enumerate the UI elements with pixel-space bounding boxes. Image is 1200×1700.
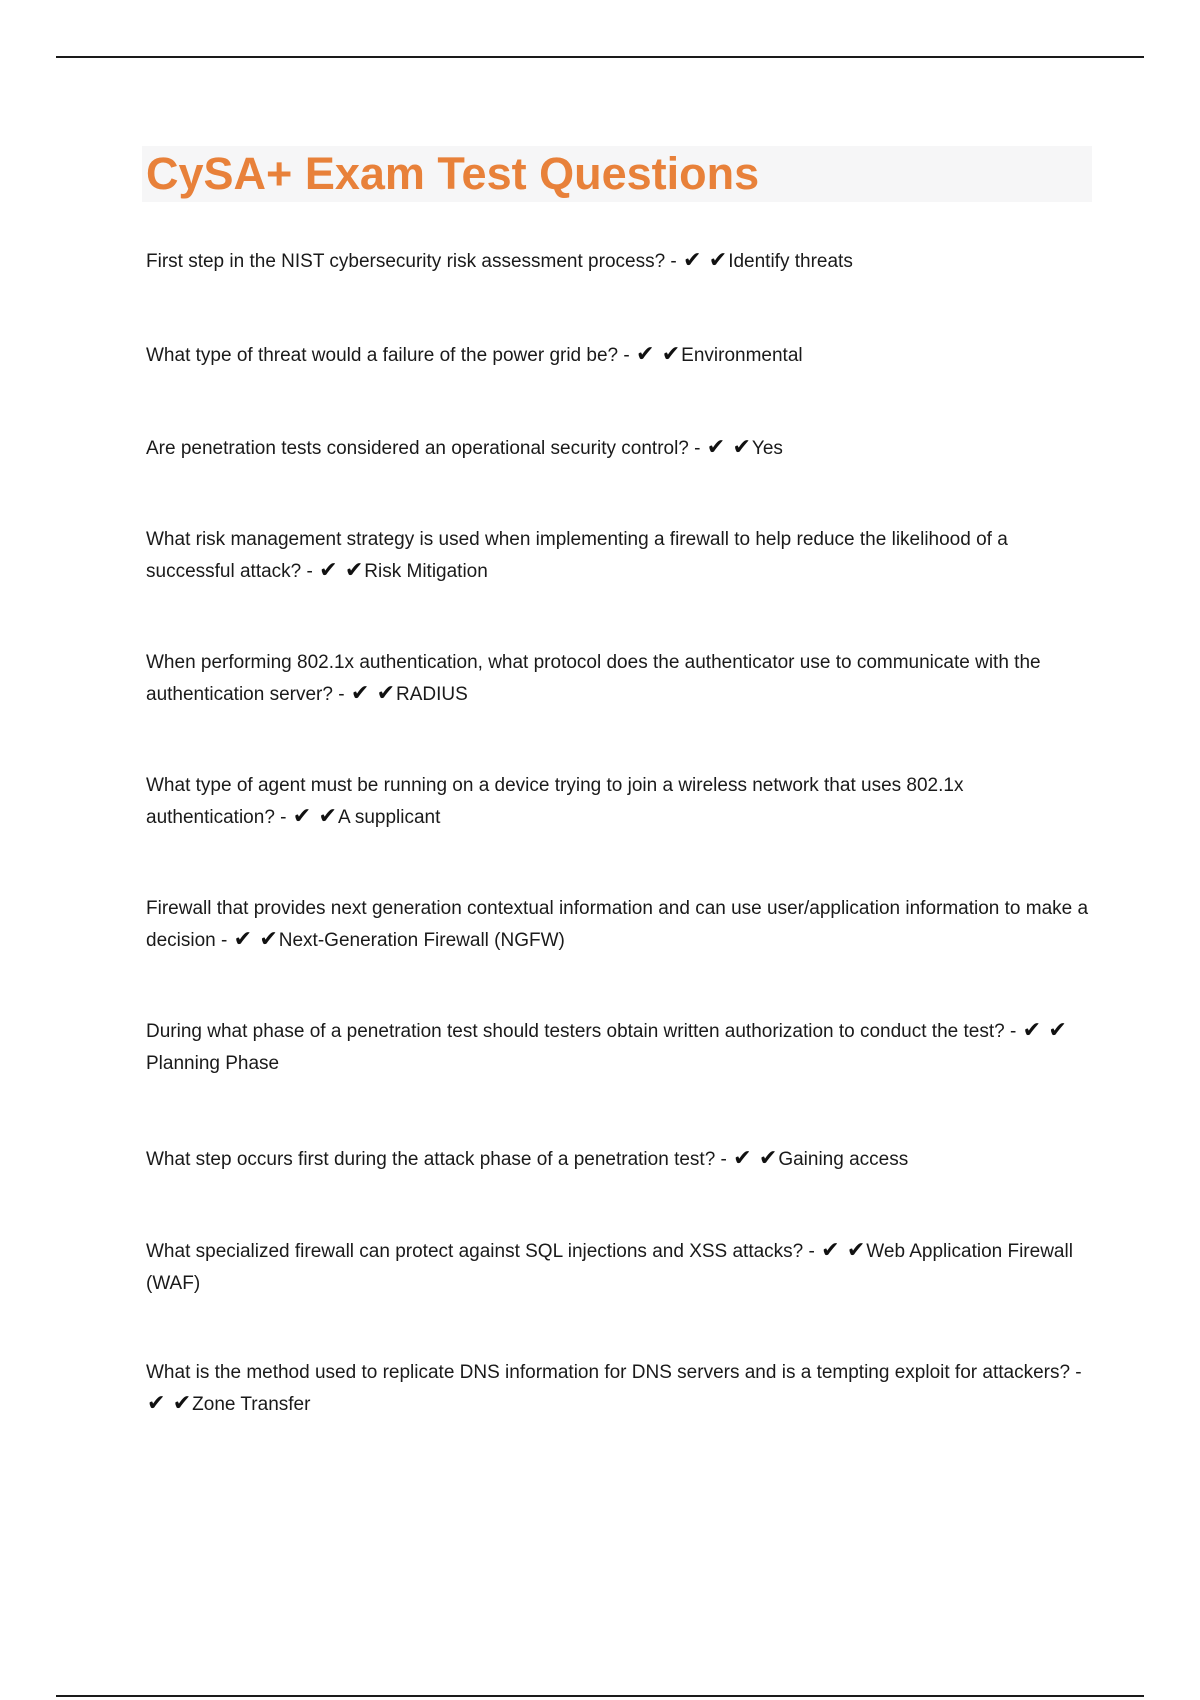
- answer-text: Next-Generation Firewall (NGFW): [278, 930, 565, 951]
- check-icon: ✔: [708, 248, 728, 273]
- bottom-rule: [56, 1695, 1144, 1697]
- question-text: During what phase of a penetration test should testers obtain written authorization to conduct the test? -: [146, 1021, 1017, 1042]
- top-rule: [56, 56, 1144, 58]
- check-icon: ✔: [172, 1391, 192, 1416]
- question-text: What is the method used to replicate DNS information for DNS servers and is a tempting exploit for attackers? -: [146, 1362, 1082, 1383]
- check-icon: ✔: [292, 804, 312, 829]
- answer-text: Gaining access: [778, 1149, 909, 1170]
- question-text: What step occurs first during the attack phase of a penetration test? -: [146, 1149, 727, 1170]
- question-text: When performing 802.1x authentication, what protocol does the authenticator use to communicate with the authentication server? -: [146, 652, 1041, 705]
- check-icon: ✔: [733, 1146, 752, 1171]
- check-icon: ✔: [319, 558, 338, 583]
- check-icon: ✔: [636, 342, 655, 367]
- qa-item-4: [146, 524, 1096, 588]
- qa-item-10: [146, 1236, 1096, 1300]
- question-text: What risk management strategy is used when implementing a firewall to help reduce the likelihood of a successful attack? -: [146, 529, 1008, 582]
- answer-text: Environmental: [681, 345, 803, 366]
- answer-text: RADIUS: [396, 684, 468, 705]
- check-icon: ✔: [821, 1238, 840, 1263]
- check-icon: ✔: [706, 435, 726, 460]
- question-text: Are penetration tests considered an operational security control? -: [146, 438, 701, 459]
- answer-text: A supplicant: [337, 807, 441, 828]
- check-icon: ✔: [683, 248, 702, 273]
- check-icon: ✔: [732, 435, 751, 460]
- qa-item-3: [146, 433, 1096, 465]
- qa-item-6: [146, 770, 1096, 834]
- check-icon: ✔: [233, 927, 253, 952]
- check-icon: ✔: [758, 1146, 778, 1171]
- check-icon: ✔: [259, 927, 278, 952]
- question-text: Firewall that provides next generation contextual information and can use user/application information to make a decision -: [146, 898, 1089, 951]
- answer-text: Web Application Firewall (WAF): [146, 1241, 1073, 1294]
- qa-item-7: [146, 893, 1096, 957]
- qa-item-5: [146, 647, 1096, 711]
- check-icon: ✔: [1048, 1018, 1067, 1043]
- answer-text: Zone Transfer: [192, 1394, 311, 1415]
- check-icon: ✔: [318, 804, 337, 829]
- qa-item-9: [146, 1144, 1096, 1176]
- qa-item-2: [146, 340, 1096, 372]
- check-icon: ✔: [661, 342, 681, 367]
- question-text: What type of agent must be running on a device trying to join a wireless network that uses 802.1x authentication? -: [146, 775, 964, 828]
- qa-item-8: [146, 1016, 1096, 1080]
- check-icon: ✔: [376, 681, 395, 706]
- qa-item-11: [146, 1357, 1096, 1421]
- check-icon: ✔: [350, 681, 370, 706]
- answer-text: Planning Phase: [146, 1053, 280, 1074]
- check-icon: ✔: [846, 1238, 866, 1263]
- check-icon: ✔: [147, 1391, 166, 1416]
- check-icon: ✔: [344, 558, 364, 583]
- answer-text: Yes: [751, 438, 783, 459]
- page-title: CySA+ Exam Test Questions: [146, 148, 760, 199]
- answer-text: Identify threats: [728, 251, 853, 272]
- question-text: First step in the NIST cybersecurity risk assessment process? -: [146, 251, 677, 272]
- check-icon: ✔: [1022, 1018, 1042, 1043]
- question-text: What specialized firewall can protect against SQL injections and XSS attacks? -: [146, 1241, 815, 1262]
- question-text: What type of threat would a failure of the power grid be? -: [146, 345, 630, 366]
- answer-text: Risk Mitigation: [364, 561, 488, 582]
- qa-item-1: [146, 246, 1096, 278]
